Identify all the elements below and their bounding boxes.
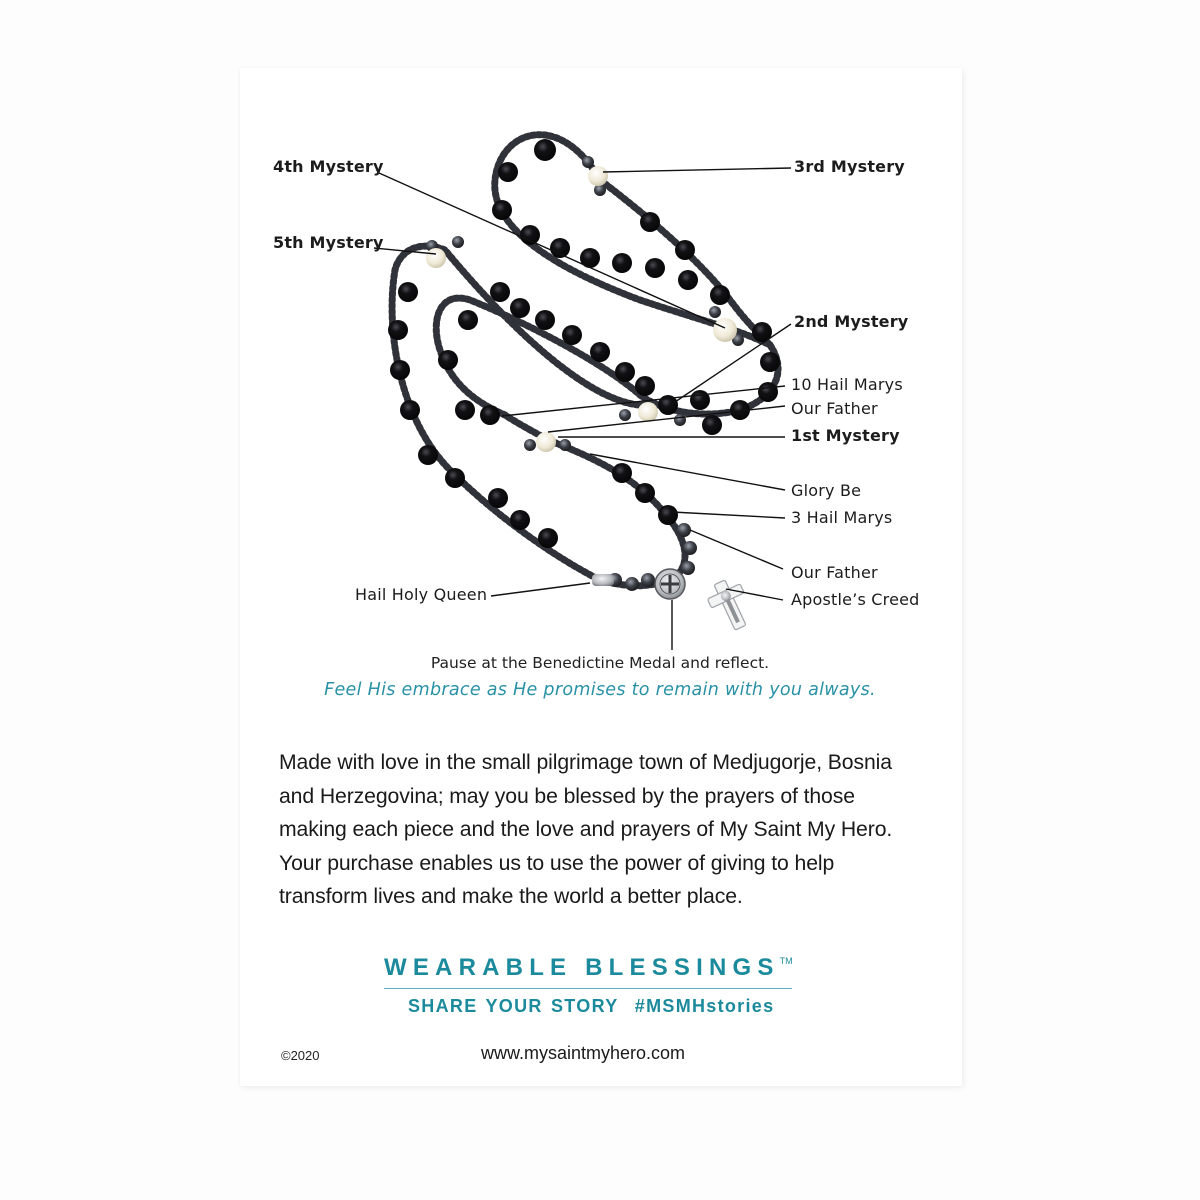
label-10-hail-marys: 10 Hail Marys — [791, 375, 903, 394]
label-3-hail-marys: 3 Hail Marys — [791, 508, 893, 527]
pause-caption: Pause at the Benedictine Medal and reflect. — [430, 654, 770, 672]
website-link[interactable]: www.mysaintmyhero.com — [481, 1043, 686, 1063]
benedictine-medal-icon — [655, 569, 685, 599]
copyright: ©2020 — [281, 1048, 320, 1063]
description-paragraph: Made with love in the small pilgrimage town of Medjugorje, Bosnia and Herzegovina; may you be blessed by the prayers of those making each piece and the love and prayers of My Saint My Hero. Your purchase enables us to use the power of giving to help transform lives and make the world a better place. — [279, 751, 893, 909]
trademark-symbol: TM — [779, 956, 793, 966]
label-4th-mystery: 4th Mystery — [273, 157, 384, 176]
brand-divider — [384, 988, 792, 989]
label-glory-be: Glory Be — [791, 481, 862, 500]
label-1st-mystery: 1st Mystery — [791, 426, 900, 445]
label-5th-mystery: 5th Mystery — [273, 233, 384, 252]
label-2nd-mystery: 2nd Mystery — [794, 312, 909, 331]
label-our-father-start: Our Father — [791, 563, 878, 582]
hail-holy-queen-connector — [592, 574, 614, 586]
share-tagline: SHARE YOUR STORY #MSMHstories — [408, 996, 775, 1016]
hematite-beads — [426, 156, 744, 591]
brand-title — [384, 954, 814, 982]
crystal-beads — [388, 139, 780, 548]
label-3rd-mystery: 3rd Mystery — [794, 157, 905, 176]
label-our-father-decade: Our Father — [791, 399, 878, 418]
label-hail-holy-queen: Hail Holy Queen — [355, 585, 488, 604]
embrace-caption: Feel His embrace as He promises to remain with you always. — [324, 680, 876, 700]
brand-title-text: WEARABLE BLESSINGS — [384, 954, 780, 981]
label-apostles-creed: Apostle’s Creed — [791, 590, 920, 609]
crucifix-icon — [703, 575, 757, 636]
